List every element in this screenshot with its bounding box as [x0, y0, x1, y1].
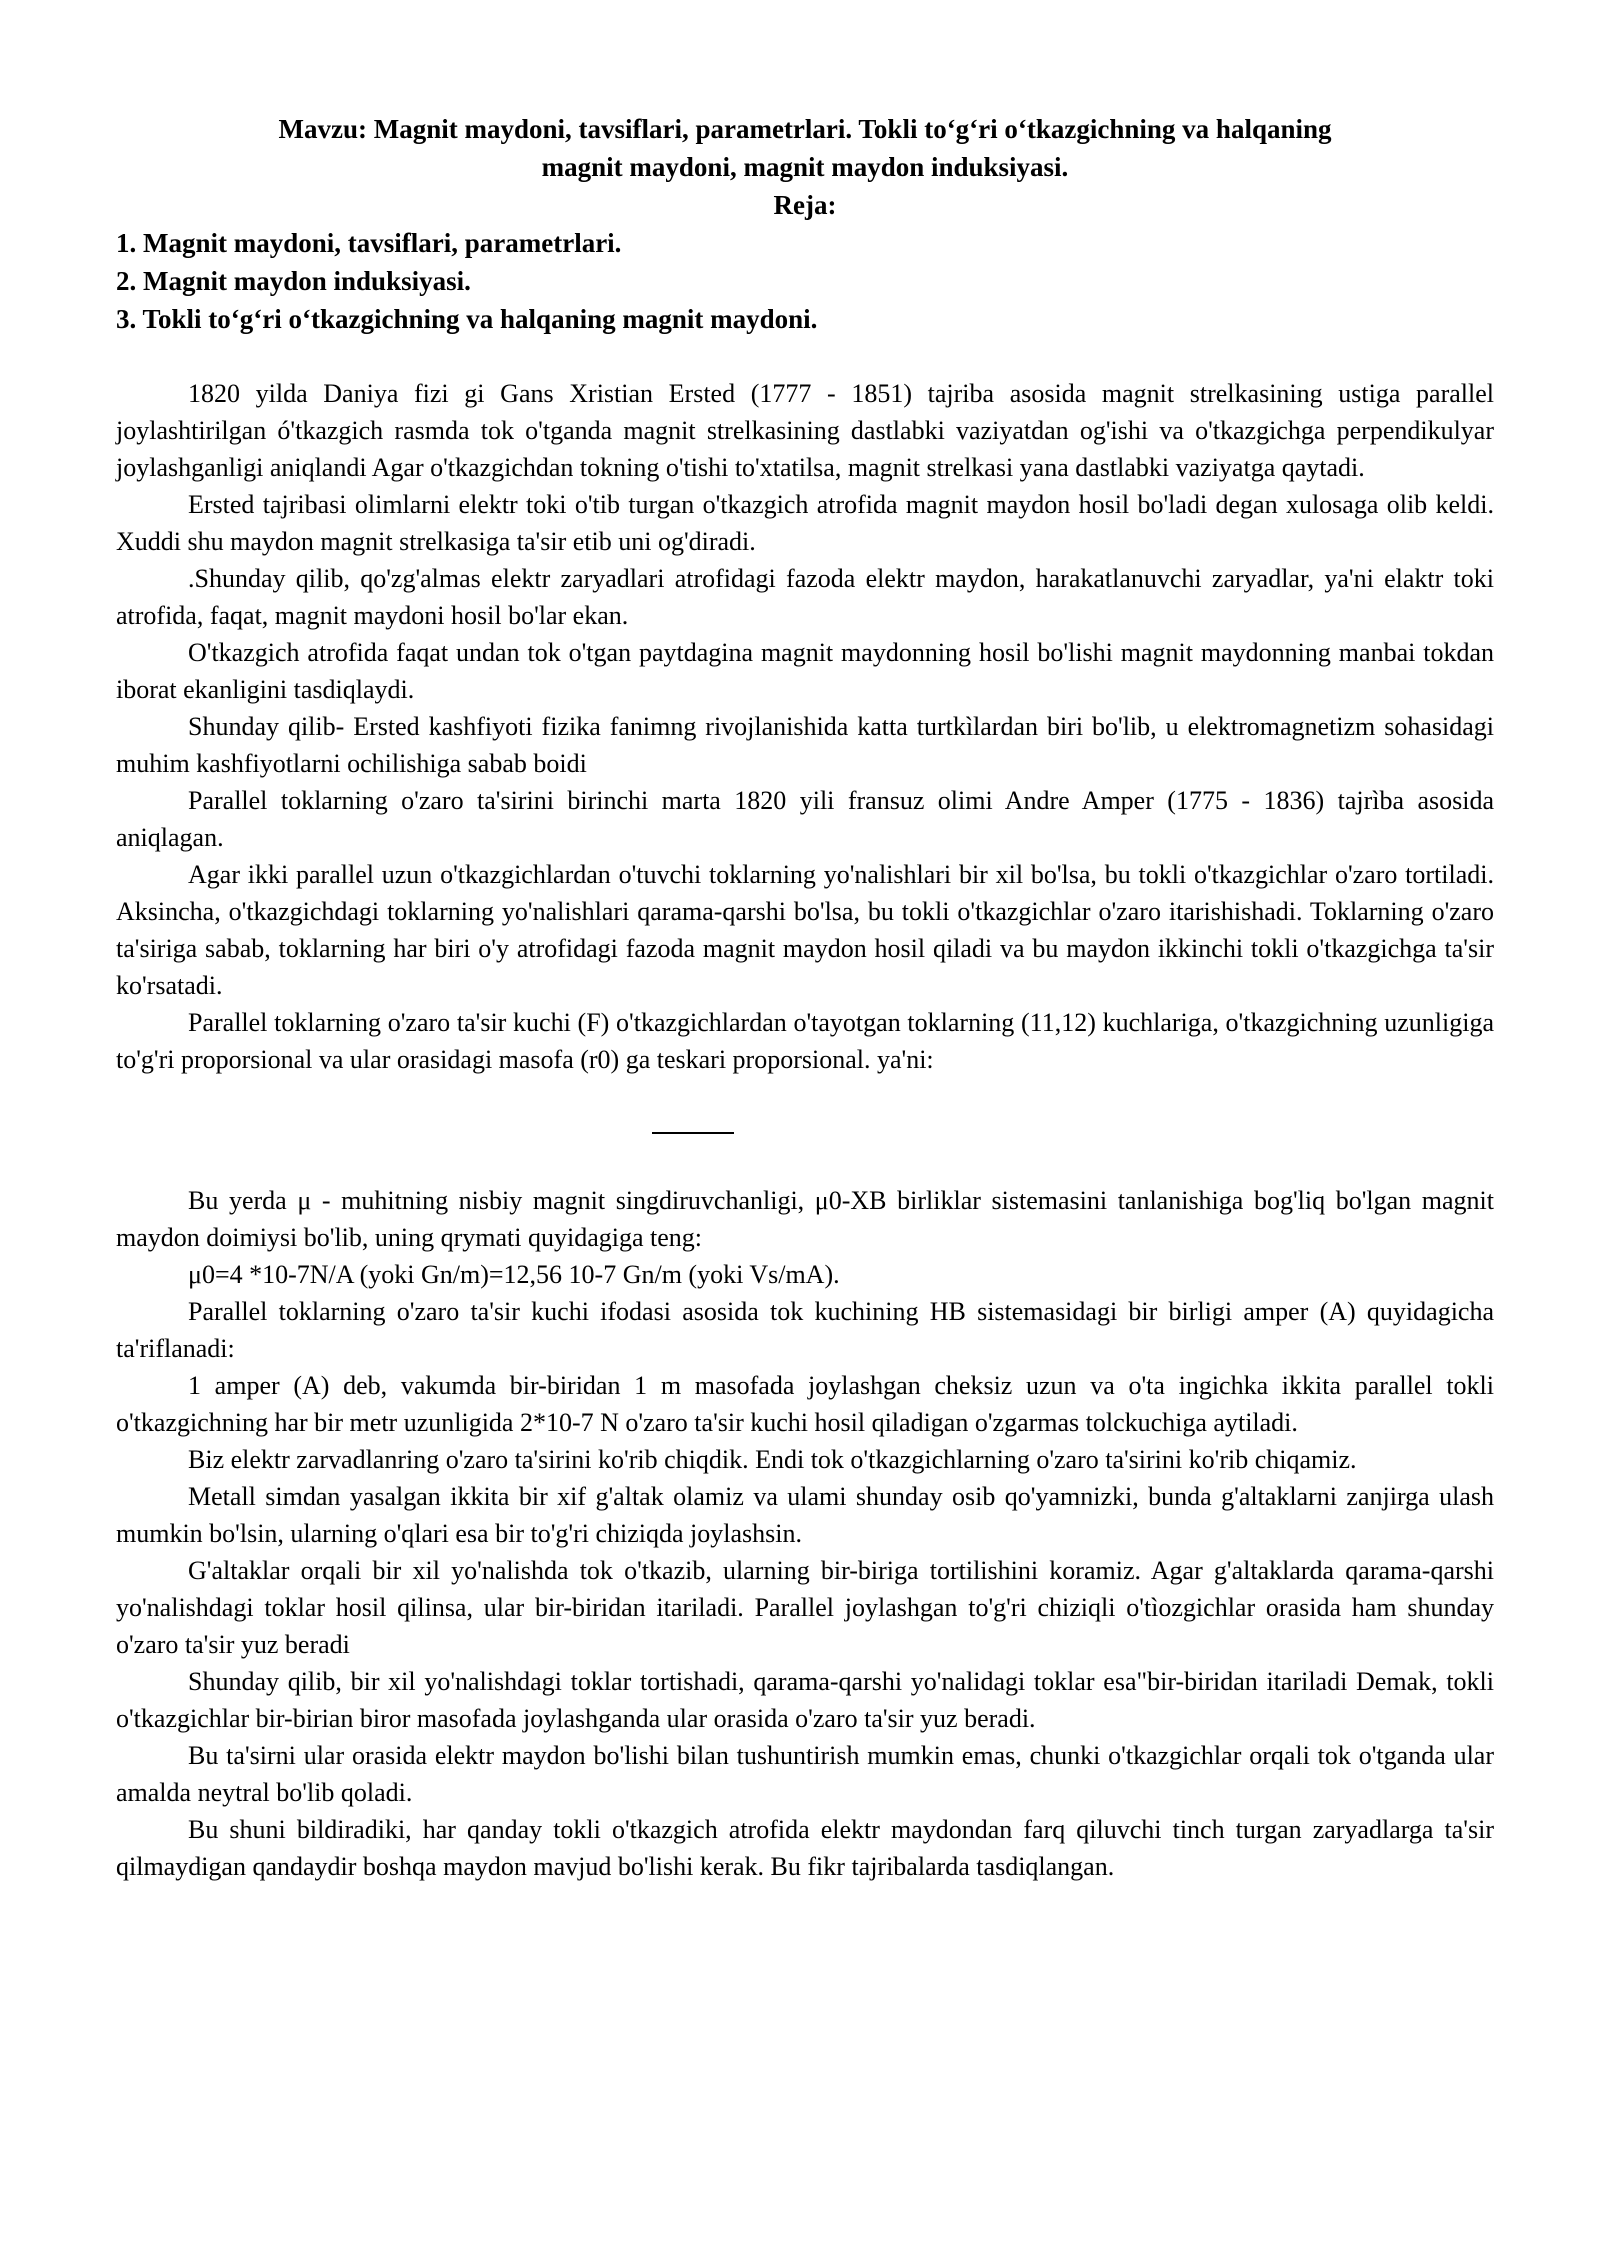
- plan-item: 1. Magnit maydoni, tavsiflari, parametrlari.: [116, 228, 622, 258]
- paragraph: Ersted tajribasi olimlarni elektr toki o'tib turgan o'tkazgich atrofida magnit maydon hosil bo'ladi degan xulosaga olib keldi. Xuddi shu maydon magnit strelkasiga ta'sir etib uni og'diradi.: [116, 490, 1494, 556]
- title-line-2: magnit maydoni, magnit maydon induksiyasi.: [541, 152, 1069, 182]
- paragraph: Shunday qilib- Ersted kashfiyoti fizika fanimng rivojlanishida katta turtkìlardan biri bo'lib, u elektromagnetizm sohasidagi muhim kashfiyotlarni ochilishiga sabab boidi: [116, 712, 1494, 778]
- formula-text: μ0=4 *10-7N/A (yoki Gn/m)=12,56 10-7 Gn/m (yoki Vs/mA).: [188, 1260, 840, 1289]
- paragraph: Parallel toklarning o'zaro ta'sir kuchi ifodasi asosida tok kuchining HB sistemasidagi bir birligi amper (A) quyidagicha ta'riflanadi:: [116, 1297, 1494, 1363]
- paragraph: Parallel toklarning o'zaro ta'sir kuchi (F) o'tkazgichlardan o'tayotgan toklarning (11,12) kuchlariga, o'tkazgichning uzunligiga to'g'ri proporsional va ular orasidagi masofa (r0) ga teskari proporsional. ya'ni:: [116, 1008, 1494, 1074]
- plan-heading: Reja:: [773, 190, 837, 220]
- plan-item: 3. Tokli to‘g‘ri o‘tkazgichning va halqaning magnit maydoni.: [116, 304, 818, 334]
- document-title: [116, 110, 1494, 186]
- paragraph: Bu ta'sirni ular orasida elektr maydon bo'lishi bilan tushuntirish mumkin emas, chunki o'tkazgichlar orqali tok o'tganda ular amalda neytral bo'lib qoladi.: [116, 1741, 1494, 1807]
- body-text: [116, 375, 1494, 1885]
- paragraph: G'altaklar orqali bir xil yo'nalishda tok o'tkazib, ularning bir-biriga tortilishini koramiz. Agar g'altaklarda qarama-qarshi yo'nalishdagi toklar hosil qilinsa, ular bir-biridan itariladi. Parallel joylashgan to'g'ri chiziqli o'tìozgichlar orasida ham shunday o'zaro ta'sir yuz beradi: [116, 1556, 1494, 1659]
- paragraph: .Shunday qilib, qo'zg'almas elektr zaryadlari atrofidagi fazoda elektr maydon, harakatlanuvchi zaryadlar, ya'ni elaktr toki atrofida, faqat, magnit maydoni hosil bo'lar ekan.: [116, 564, 1494, 630]
- paragraph: Bu shuni bildiradiki, har qanday tokli o'tkazgich atrofida elektr maydondan farq qiluvchi tinch turgan zaryadlarga ta'sir qilmaydigan qandaydir boshqa maydon mavjud bo'lishi kerak. Bu fikr tajribalarda tasdiqlangan.: [116, 1815, 1494, 1881]
- title-line-1: Mavzu: Magnit maydoni, tavsiflari, parametrlari. Tokli to‘g‘ri o‘tkazgichning va halqaning: [278, 114, 1332, 144]
- paragraph: 1820 yilda Daniya fizi gi Gans Xristian Ersted (1777 - 1851) tajriba asosida magnit strelkasining ustiga parallel joylashtirilgan ó'tkazgich rasmda tok o'tganda magnit strelkasining dastlabki vaziyatdan og'ishi va o'tkazgichga perpendikulyar joylashganligi aniqlandi Agar o'tkazgichdan tokning o'tishi to'xtatilsa, magnit strelkasi yana dastlabki vaziyatga qaytadi.: [116, 379, 1494, 482]
- paragraph: O'tkazgich atrofida faqat undan tok o'tgan paytdagina magnit maydonning hosil bo'lishi magnit maydonning manbai tokdan iborat ekanligini tasdiqlaydi.: [116, 638, 1494, 704]
- fraction-bar: [652, 1132, 734, 1134]
- paragraph: Metall simdan yasalgan ikkita bir xif g'altak olamiz va ulami shunday osib qo'yamnizki, bunda g'altaklarni zanjirga ulash mumkin bo'lsin, ularning o'qlari esa bir to'g'ri chiziqda joylashsin.: [116, 1482, 1494, 1548]
- paragraph: Agar ikki parallel uzun o'tkazgichlardan o'tuvchi toklarning yo'nalishlari bir xil bo'lsa, bu tokli o'tkazgichlar o'zaro tortiladi. Aksincha, o'tkazgichdagi toklarning yo'nalishlari qarama-qarshi bo'lsa, bu tokli o'tkazgichlar o'zaro itarishishadi. Toklarning o'zaro ta'siriga sabab, toklarning har biri o'y atrofidagi fazoda magnit maydon hosil qiladi va bu maydon ikkinchi tokli o'tkazgichga ta'sir ko'rsatadi.: [116, 860, 1494, 1000]
- paragraph: Bu yerda μ - muhitning nisbiy magnit singdiruvchanligi, μ0-XB birliklar sistemasini tanlanishiga bog'liq bo'lgan magnit maydon doimiysi bo'lib, uning qrymati quyidagiga teng:: [116, 1186, 1494, 1252]
- paragraph: Shunday qilib, bir xil yo'nalishdagi toklar tortishadi, qarama-qarshi yo'nalidagi toklar esa"bir-biridan itariladi Demak, tokli o'tkazgichlar bir-birian biror masofada joylashganda ular orasida o'zaro ta'sir yuz beradi.: [116, 1667, 1494, 1733]
- paragraph: Parallel toklarning o'zaro ta'sirini birinchi marta 1820 yili fransuz olimi Andre Amper (1775 - 1836) tajrìba asosida aniqlagan.: [116, 786, 1494, 852]
- document-page: [116, 110, 1494, 1885]
- formula-placeholder: [116, 1078, 1494, 1152]
- plan-list: [116, 224, 1494, 338]
- plan-item: 2. Magnit maydon induksiyasi.: [116, 266, 471, 296]
- paragraph: Biz elektr zarvadlanring o'zaro ta'sirini ko'rib chiqdik. Endi tok o'tkazgichlarning o'zaro ta'sirini ko'rib chiqamiz.: [188, 1445, 1357, 1474]
- paragraph: 1 amper (A) deb, vakumda bir-biridan 1 m masofada joylashgan cheksiz uzun va o'ta ingichka ikkita parallel tokli o'tkazgichning har bir metr uzunligida 2*10-7 N o'zaro ta'sir kuchi hosil qiladigan o'zgarmas tolckuchiga aytiladi.: [116, 1371, 1494, 1437]
